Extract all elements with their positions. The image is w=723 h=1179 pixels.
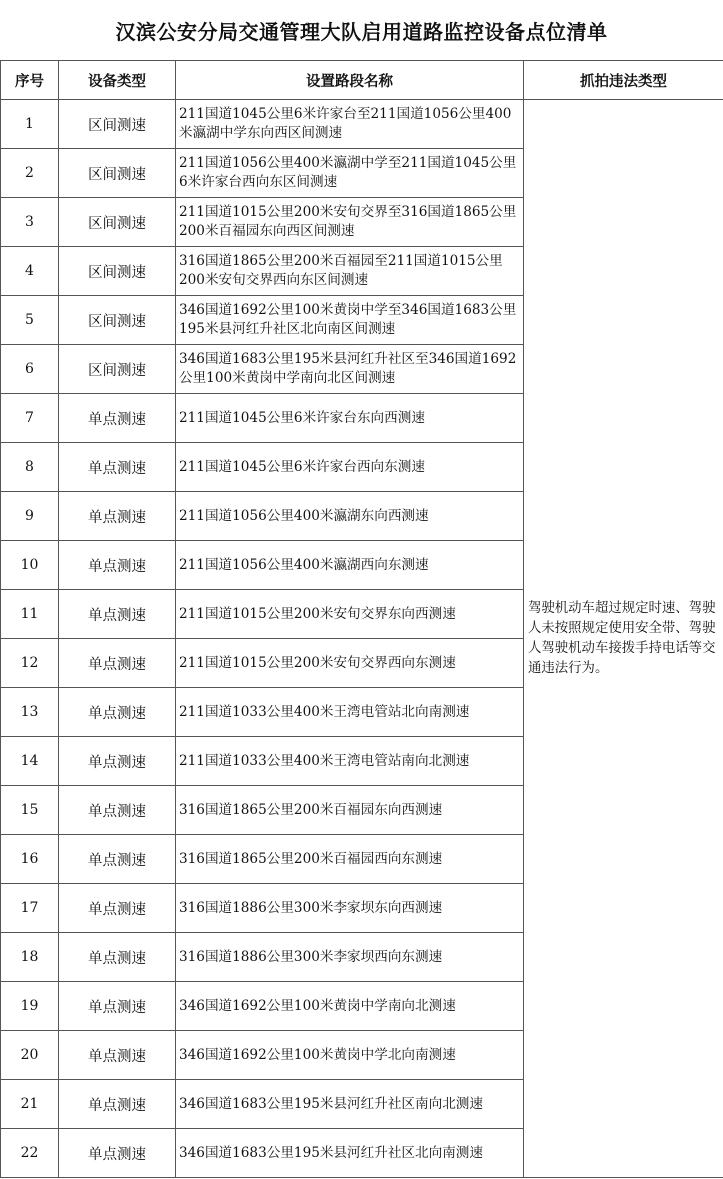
row-device-type: 单点测速 <box>59 1031 176 1080</box>
row-index: 16 <box>1 835 59 884</box>
row-road-segment: 211国道1056公里400米瀛湖东向西测速 <box>176 492 524 541</box>
table-body <box>1 100 723 1178</box>
row-index: 11 <box>1 590 59 639</box>
row-road-segment: 346国道1692公里100米黄岗中学北向南测速 <box>176 1031 524 1080</box>
row-device-type: 区间测速 <box>59 100 176 149</box>
row-index: 4 <box>1 247 59 296</box>
header-road-segment: 设置路段名称 <box>176 61 524 100</box>
row-index: 8 <box>1 443 59 492</box>
row-road-segment: 346国道1683公里195米县河红升社区南向北测速 <box>176 1080 524 1129</box>
row-index: 7 <box>1 394 59 443</box>
violation-type-cell: 驾驶机动车超过规定时速、驾驶人未按照规定使用安全带、驾驶人驾驶机动车接拨手持电话等交通违法行为。 <box>524 100 723 1178</box>
row-index: 12 <box>1 639 59 688</box>
row-device-type: 单点测速 <box>59 688 176 737</box>
row-index: 1 <box>1 100 59 149</box>
row-index: 21 <box>1 1080 59 1129</box>
row-road-segment: 316国道1886公里300米李家坝西向东测速 <box>176 933 524 982</box>
row-index: 17 <box>1 884 59 933</box>
row-index: 3 <box>1 198 59 247</box>
row-index: 18 <box>1 933 59 982</box>
row-index: 5 <box>1 296 59 345</box>
row-road-segment: 211国道1015公里200米安旬交界东向西测速 <box>176 590 524 639</box>
row-road-segment: 211国道1015公里200米安旬交界至316国道1865公里200米百福园东向西区间测速 <box>176 198 524 247</box>
row-index: 13 <box>1 688 59 737</box>
row-road-segment: 211国道1033公里400米王湾电管站南向北测速 <box>176 737 524 786</box>
row-device-type: 单点测速 <box>59 443 176 492</box>
row-index: 6 <box>1 345 59 394</box>
row-device-type: 单点测速 <box>59 933 176 982</box>
row-road-segment: 346国道1692公里100米黄岗中学至346国道1683公里195米县河红升社区北向南区间测速 <box>176 296 524 345</box>
row-road-segment: 211国道1033公里400米王湾电管站北向南测速 <box>176 688 524 737</box>
row-device-type: 区间测速 <box>59 149 176 198</box>
row-road-segment: 211国道1056公里400米瀛湖西向东测速 <box>176 541 524 590</box>
row-device-type: 单点测速 <box>59 982 176 1031</box>
row-device-type: 单点测速 <box>59 1080 176 1129</box>
row-road-segment: 211国道1015公里200米安旬交界西向东测速 <box>176 639 524 688</box>
row-road-segment: 211国道1045公里6米许家台西向东测速 <box>176 443 524 492</box>
row-device-type: 单点测速 <box>59 786 176 835</box>
row-index: 19 <box>1 982 59 1031</box>
table-header-row <box>1 61 723 100</box>
row-index: 2 <box>1 149 59 198</box>
row-road-segment: 346国道1692公里100米黄岗中学南向北测速 <box>176 982 524 1031</box>
row-device-type: 单点测速 <box>59 541 176 590</box>
row-road-segment: 316国道1865公里200米百福园东向西测速 <box>176 786 524 835</box>
device-list-table <box>0 60 723 1178</box>
row-road-segment: 346国道1683公里195米县河红升社区北向南测速 <box>176 1129 524 1178</box>
row-road-segment: 346国道1683公里195米县河红升社区至346国道1692公里100米黄岗中学南向北区间测速 <box>176 345 524 394</box>
row-index: 15 <box>1 786 59 835</box>
row-device-type: 单点测速 <box>59 1129 176 1178</box>
table-row <box>1 100 723 149</box>
page-title: 汉滨公安分局交通管理大队启用道路监控设备点位清单 <box>115 19 608 44</box>
row-device-type: 单点测速 <box>59 884 176 933</box>
row-road-segment: 316国道1865公里200米百福园至211国道1015公里200米安旬交界西向东区间测速 <box>176 247 524 296</box>
row-index: 10 <box>1 541 59 590</box>
row-device-type: 单点测速 <box>59 590 176 639</box>
row-device-type: 区间测速 <box>59 296 176 345</box>
row-device-type: 区间测速 <box>59 345 176 394</box>
header-violation-type: 抓拍违法类型 <box>524 61 723 100</box>
row-device-type: 区间测速 <box>59 198 176 247</box>
row-road-segment: 211国道1045公里6米许家台至211国道1056公里400米瀛湖中学东向西区间测速 <box>176 100 524 149</box>
header-index: 序号 <box>1 61 59 100</box>
row-device-type: 区间测速 <box>59 247 176 296</box>
header-device-type: 设备类型 <box>59 61 176 100</box>
row-device-type: 单点测速 <box>59 737 176 786</box>
row-road-segment: 211国道1045公里6米许家台东向西测速 <box>176 394 524 443</box>
row-road-segment: 316国道1886公里300米李家坝东向西测速 <box>176 884 524 933</box>
row-road-segment: 211国道1056公里400米瀛湖中学至211国道1045公里6米许家台西向东区间测速 <box>176 149 524 198</box>
row-device-type: 单点测速 <box>59 492 176 541</box>
row-index: 9 <box>1 492 59 541</box>
row-device-type: 单点测速 <box>59 835 176 884</box>
row-index: 22 <box>1 1129 59 1178</box>
row-device-type: 单点测速 <box>59 639 176 688</box>
row-device-type: 单点测速 <box>59 394 176 443</box>
row-index: 14 <box>1 737 59 786</box>
row-road-segment: 316国道1865公里200米百福园西向东测速 <box>176 835 524 884</box>
row-index: 20 <box>1 1031 59 1080</box>
